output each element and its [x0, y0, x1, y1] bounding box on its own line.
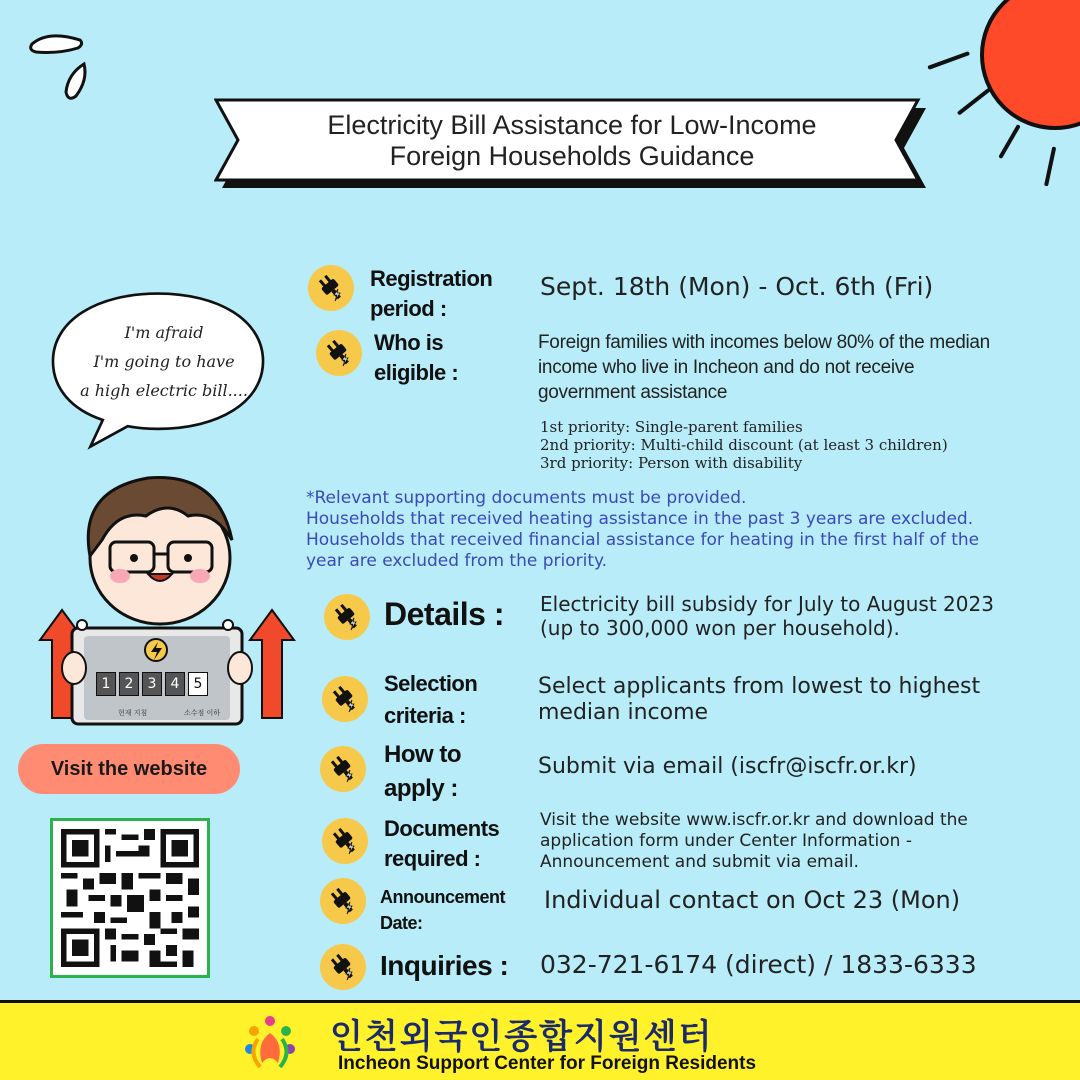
- bubble-line: a high electric bill....: [80, 381, 248, 400]
- qr-code[interactable]: [50, 818, 210, 978]
- plug-icon: [322, 676, 368, 722]
- water-drop-icon: [28, 30, 90, 102]
- value-line: Foreign families with incomes below 80% of the median: [538, 332, 990, 353]
- priority-list: [540, 418, 948, 472]
- value-line: application form under Center Information -: [540, 831, 912, 851]
- eligible-label: [374, 328, 458, 388]
- value-line: Select applicants from lowest to highest: [538, 674, 981, 699]
- plug-icon: [320, 746, 366, 792]
- meter-digit: 3: [142, 672, 162, 696]
- center-name-english: Incheon Support Center for Foreign Residents: [338, 1053, 757, 1074]
- plug-icon: [322, 818, 368, 864]
- meter-label-left: 현재 지침: [118, 709, 148, 717]
- apply-value: Submit via email (iscfr@iscfr.or.kr): [538, 754, 917, 779]
- meter-display: [96, 672, 208, 696]
- plug-icon: [320, 944, 366, 990]
- label-line: Registration: [370, 266, 493, 291]
- title-line: Electricity Bill Assistance for Low-Income: [327, 110, 817, 140]
- meter-digit: 4: [165, 672, 185, 696]
- label-line: Selection: [384, 671, 478, 696]
- notice-line: year are excluded from the priority.: [306, 551, 608, 571]
- bubble-text: [54, 318, 274, 405]
- meter-digit: 1: [96, 672, 116, 696]
- label-line: criteria :: [384, 703, 466, 728]
- meter-digit: 2: [119, 672, 139, 696]
- sun-ray: [957, 88, 991, 116]
- label-line: period :: [370, 296, 447, 321]
- label-line: Date:: [380, 913, 423, 933]
- sun-ray: [998, 124, 1020, 159]
- plug-icon: [324, 594, 370, 640]
- value-line: Electricity bill subsidy for July to August 2023: [540, 592, 994, 616]
- announcement-label: [380, 884, 505, 936]
- sun-ray: [1044, 146, 1056, 186]
- label-line: Who is: [374, 330, 444, 355]
- inquiries-value: 032-721-6174 (direct) / 1833-6333: [540, 950, 977, 979]
- plug-icon: [316, 330, 362, 376]
- center-logo-icon: [240, 1013, 300, 1073]
- value-line: median income: [538, 700, 709, 725]
- label-line: required :: [384, 846, 481, 871]
- value-line: Announcement and submit via email.: [540, 852, 859, 872]
- value-line: Visit the website www.iscfr.or.kr and download the: [540, 810, 968, 830]
- priority-item: 3rd priority: Person with disability: [540, 454, 803, 472]
- label-line: Announcement: [380, 887, 506, 907]
- value-line: government assistance: [538, 382, 728, 403]
- plug-icon: [320, 878, 366, 924]
- inquiries-label: Inquiries :: [380, 950, 509, 981]
- label-line: Documents: [384, 816, 500, 841]
- plug-icon: [308, 265, 354, 311]
- bubble-line: I'm afraid: [124, 323, 204, 342]
- bubble-line: I'm going to have: [93, 352, 235, 371]
- eligible-value: [538, 330, 990, 405]
- selection-label: [384, 668, 477, 732]
- notice-line: *Relevant supporting documents must be provided.: [306, 488, 747, 508]
- title-line: Foreign Households Guidance: [389, 141, 755, 171]
- meter-digit: 5: [188, 672, 208, 696]
- value-line: income who live in Incheon and do not receive: [538, 357, 915, 378]
- priority-item: 2nd priority: Multi-child discount (at least 3 children): [540, 436, 948, 454]
- title-banner: [214, 98, 930, 190]
- details-value: [540, 592, 994, 640]
- details-label: Details :: [384, 596, 504, 632]
- selection-value: [538, 674, 980, 726]
- center-name-korean: 인천외국인종합지원센터: [330, 1017, 714, 1057]
- visit-website-button[interactable]: [18, 744, 240, 794]
- announcement-value: Individual contact on Oct 23 (Mon): [544, 886, 961, 914]
- footer: [0, 1000, 1080, 1080]
- registration-label: [370, 264, 492, 324]
- apply-label: [384, 738, 461, 806]
- label-line: apply :: [384, 775, 458, 802]
- documents-value: [540, 810, 968, 873]
- label-line: How to: [384, 741, 461, 768]
- notice-line: Households that received heating assistance in the past 3 years are excluded.: [306, 509, 974, 529]
- value-line: (up to 300,000 won per household).: [540, 616, 900, 640]
- label-line: eligible :: [374, 360, 459, 385]
- sun-ray: [927, 51, 970, 70]
- registration-value: Sept. 18th (Mon) - Oct. 6th (Fri): [540, 272, 934, 301]
- sun-icon: [980, 0, 1080, 130]
- page-title: [254, 110, 890, 172]
- notice-text: [306, 488, 1046, 572]
- priority-item: 1st priority: Single-parent families: [540, 418, 803, 436]
- notice-line: Households that received financial assistance for heating in the first half of the: [306, 530, 980, 550]
- visit-website-label: Visit the website: [50, 757, 208, 780]
- documents-label: [384, 814, 499, 874]
- meter-label-right: 소수점 이하: [184, 709, 221, 717]
